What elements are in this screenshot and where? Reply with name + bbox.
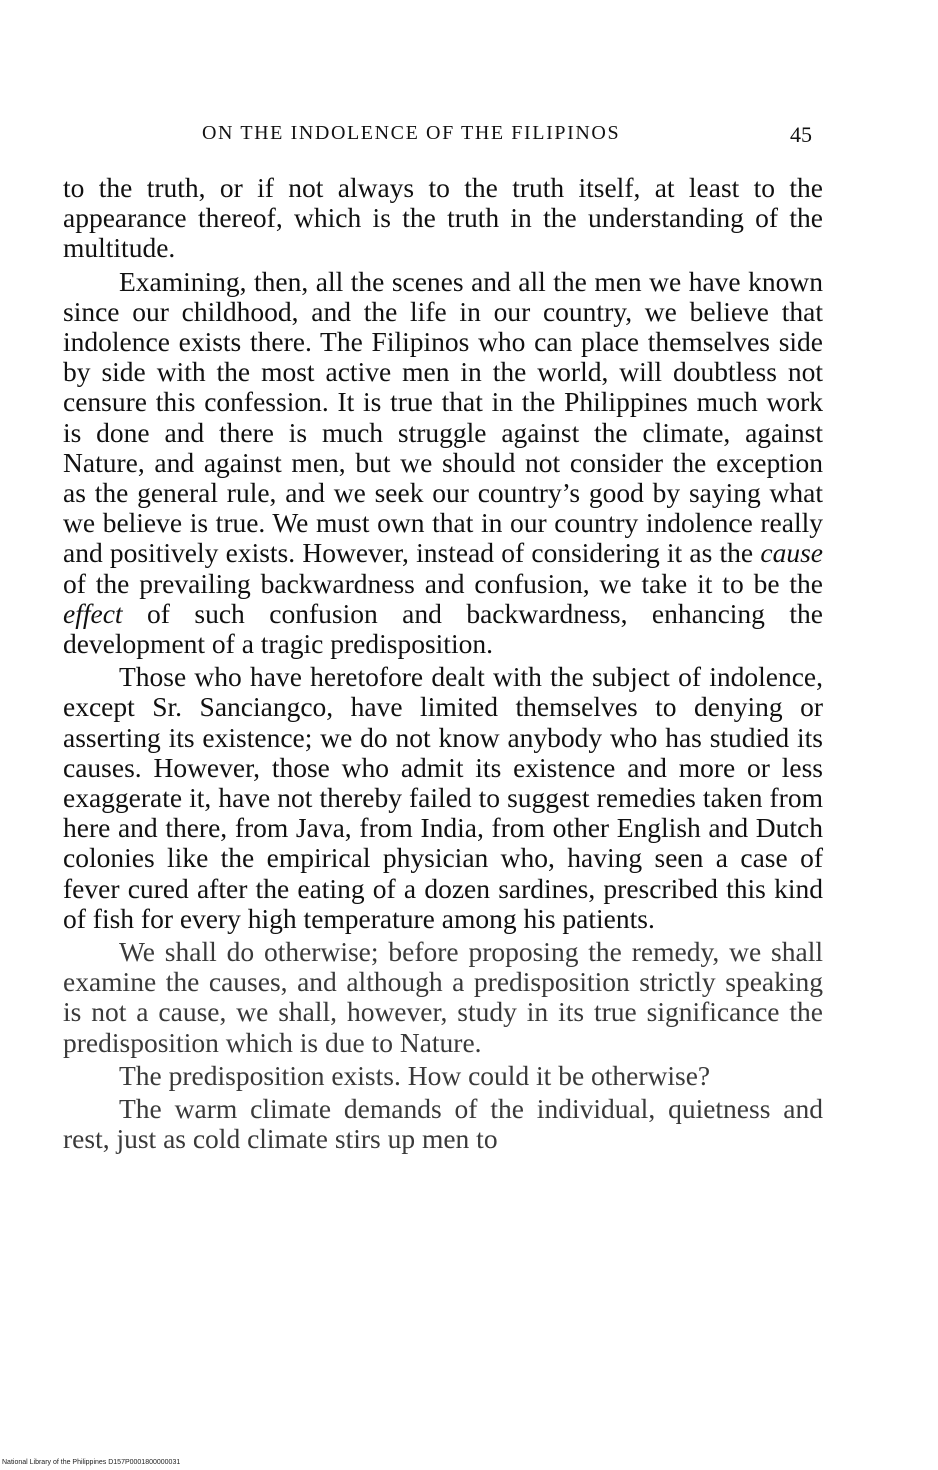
italic-word-effect: effect (63, 597, 123, 629)
running-title: ON THE INDOLENCE OF THE FILIPINOS (202, 122, 621, 144)
paragraph-text: of such confusion and backwardness, enhancing the development of a tragic predisposition. (63, 597, 823, 660)
library-stamp: National Library of the Philippines D157P0001800000031 (2, 1459, 181, 1466)
paragraph-examining (63, 267, 823, 660)
paragraph-continuation: to the truth, or if not always to the truth itself, at least to the appearance thereof, which is the truth in the understanding of the multitude. (63, 172, 823, 264)
paragraph-those-who: Those who have heretofore dealt with the subject of indolence, except Sr. Sanciangco, have limited themselves to denying or asserting its existence; we do not know anybody who has studied its causes. However, those who admit its existence and more or less exaggerate it, have not thereby failed to suggest remedies taken from here and there, from Java, from India, from other English and Dutch colonies like the empirical physician who, having seen a case of fever cured after the eating of a dozen sardines, prescribed this kind of fish for every high temperature among his patients. (63, 661, 823, 934)
paragraph-text: Examining, then, all the scenes and all the men we have known since our childhood, and the life in our country, we believe that indolence exists there. The Filipinos who can place themselves side by side with the most active men in the world, will doubtless not censure this confession. It is true that in the Philippines much work is done and there is much struggle against the climate, against Nature, and against men, but we should not consider the exception as the general rule, and we seek our country’s good by saying what we believe is true. We must own that in our country indolence really and positively exists. However, instead of considering it as the (63, 265, 823, 569)
paragraph-predisposition: The predisposition exists. How could it be otherwise? (119, 1059, 711, 1091)
page-number: 45 (790, 122, 812, 147)
paragraph-otherwise: We shall do otherwise; before proposing the remedy, we shall examine the causes, and although a predisposition strictly speaking is not a cause, we shall, however, study in its true significance the predisposition which is due to Nature. (63, 936, 823, 1058)
running-header (0, 122, 938, 152)
paragraph-warm-climate: The warm climate demands of the individual, quietness and rest, just as cold climate stirs up men to (63, 1093, 823, 1155)
body-text (63, 173, 823, 1158)
italic-word-cause: cause (760, 537, 823, 569)
paragraph-text: of the prevailing backwardness and confusion, we take it to be the (63, 567, 823, 599)
